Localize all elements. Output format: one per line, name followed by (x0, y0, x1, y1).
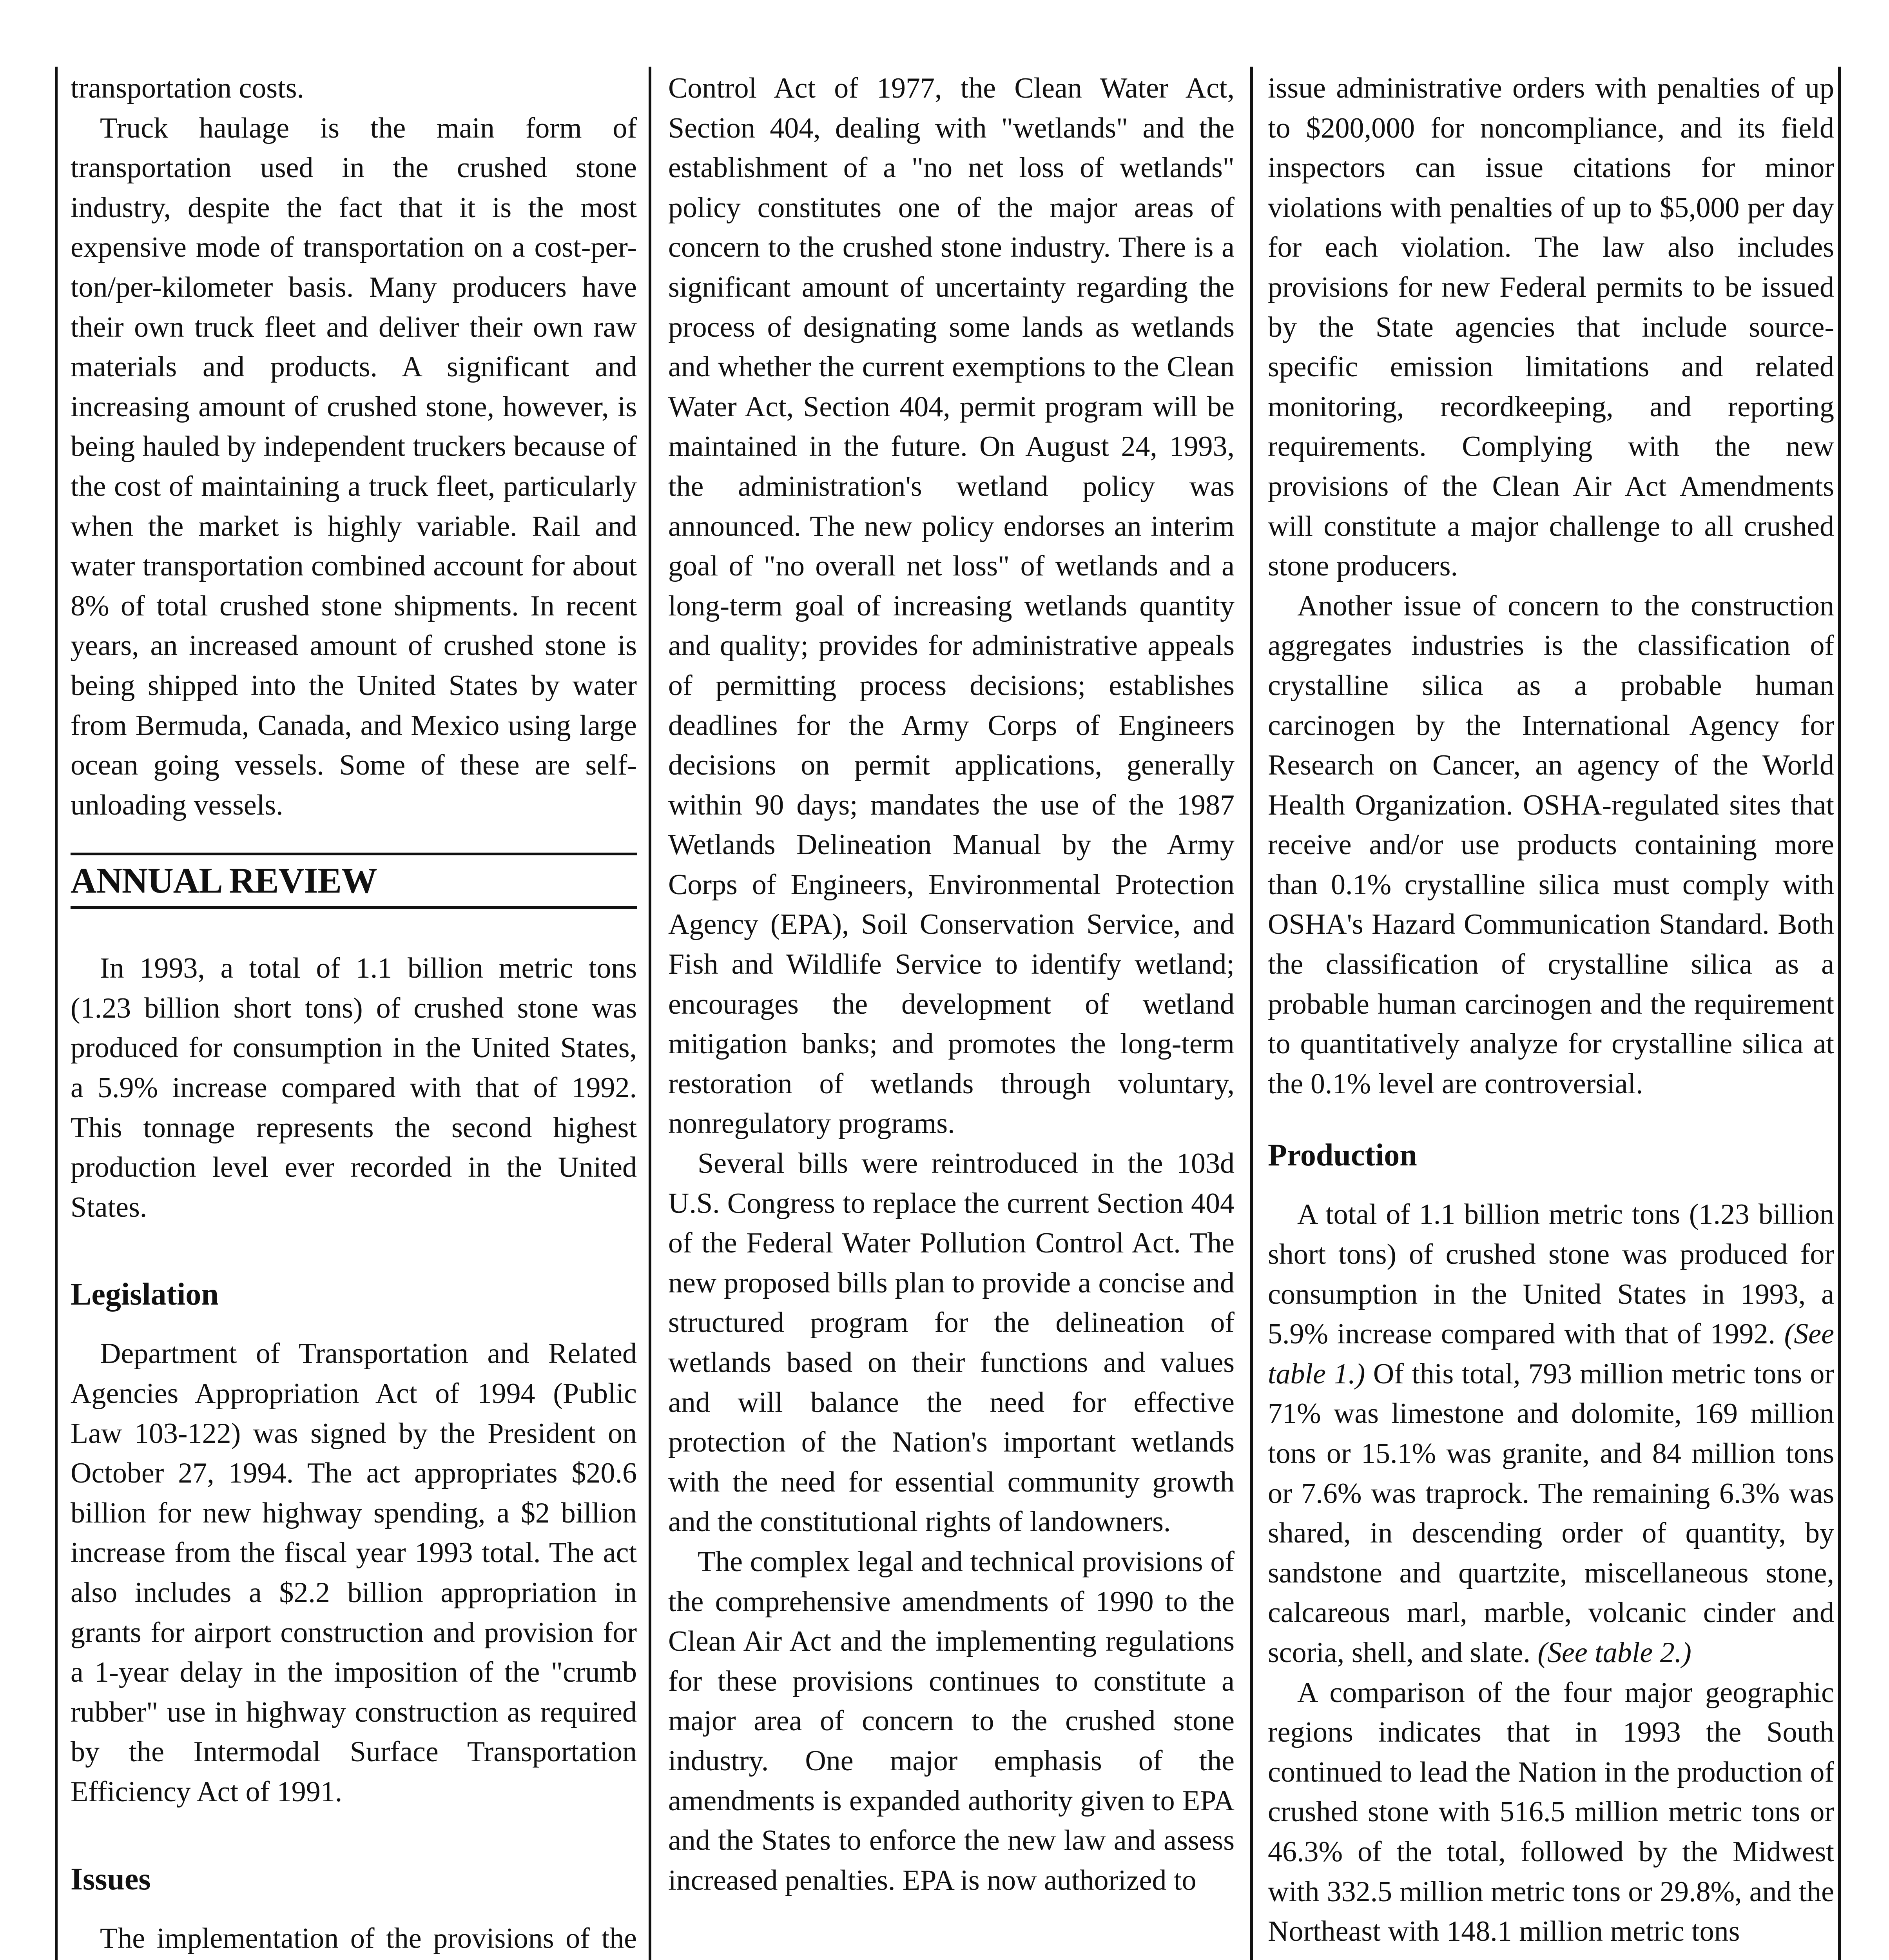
column-rule-2-3 (1250, 67, 1253, 1960)
table-1-reference[interactable]: (See table 1.) (1268, 1318, 1834, 1390)
heading-legislation: Legislation (71, 1277, 219, 1312)
paragraph-wetlands: Control Act of 1977, the Clean Water Act, Section 404, dealing with "wetlands" and the establishment of a "no net loss of wetlands" policy constitutes one of the major areas of concern to the crushed stone industry. There is a significant amount of uncertainty regarding the process of designating some lands as wetlands and whether the current exemptions to the Clean Water Act, Section 404, permit program will be maintained in the future. On August 24, 1993, the administration's wetland policy was announced. The new policy endorses an interim goal of "no overall net loss" of wetlands and a long-term goal of increasing wetlands quantity and quality; provides for administrative appeals of permitting process decisions; establishes deadlines for the Army Corps of Engineers decisions on permit applications, generally within 90 days; mandates the use of the 1987 Wetlands Delineation Manual by the Army Corps of Engineers, Environmental Protection Agency (EPA), Soil Conservation Service, and Fish and Wildlife Service to identify wetland; encourages the development of wetland mitigation banks; and promotes the long-term restoration of wetlands through voluntary, nonregulatory programs. (668, 72, 1235, 1140)
paragraph-continuation: transportation costs. (71, 72, 305, 104)
column-3 (1268, 69, 1834, 1960)
production-text-a: A total of 1.1 billion metric tons (1.23 billion short tons) of crushed stone was produced for consumption in the United States in 1993, a 5.9% increase compared with that of 1992. (1268, 1198, 1834, 1350)
paragraph-crystalline-silica: Another issue of concern to the construction aggregates industries is the classification of crystalline silica as a probable human carcinogen by the International Agency for Research on Cancer, an agency of the World Health Organization. OSHA-regulated sites that receive and/or use products containing more than 0.1% crystalline silica must comply with OSHA's Hazard Communication Standard. Both the classification of crystalline silica as a probable human carcinogen and the requirement to quantitatively analyze for crystalline silica at the 0.1% level are controversial. (1268, 590, 1834, 1100)
column-1 (71, 69, 637, 1960)
section-heading-annual-review: ANNUAL REVIEW (71, 853, 637, 909)
paragraph-legislation: Department of Transportation and Related Agencies Appropriation Act of 1994 (Public Law 103-122) was signed by the President on October 27, 1994. The act appropriates $20.6 billion for new highway spending, a $2 billion increase from the fiscal year 1993 total. The act also includes a $2.2 billion appropriation in grants for airport construction and provision for a 1-year delay in the imposition of the "crumb rubber" use in highway construction as required by the Intermodal Surface Transportation Efficiency Act of 1991. (71, 1338, 637, 1808)
paragraph-production (1268, 1195, 1834, 1673)
column-rule-1-2 (649, 67, 651, 1960)
paragraph-issues: The implementation of the provisions of the (100, 1922, 637, 1955)
table-2-reference[interactable]: (See table 2.) (1537, 1636, 1691, 1669)
paragraph-congress-bills: Several bills were reintroduced in the 103d U.S. Congress to replace the current Section 404 of the Federal Water Pollution Control Act. The new proposed bills plan to provide a concise and structured program for the delineation of wetlands based on their functions and values and will balance the need for effective protection of the Nation's important wetlands with the need for essential community growth and the constitutional rights of landowners. (668, 1147, 1235, 1538)
column-rule-left (55, 67, 58, 1960)
heading-issues: Issues (71, 1862, 151, 1896)
production-text-b: Of this total, 793 million metric tons or 71% was limestone and dolomite, 169 million tons or 15.1% was granite, and 84 million tons or 7.6% was traprock. The remaining 6.3% was shared, in descending order of quantity, by sandstone and quartzite, miscellaneous stone, calcareous marl, marble, volcanic cinder and scoria, shell, and slate. (1268, 1357, 1834, 1669)
heading-production: Production (1268, 1138, 1417, 1173)
paragraph-penalties: issue administrative orders with penalties of up to $200,000 for noncompliance, and its field inspectors can issue citations for minor violations with penalties of up to $5,000 per day for each violation. The law also includes provisions for new Federal permits to be issued by the State agencies that include source-specific emission limitations and related monitoring, recordkeeping, and reporting requirements. Complying with the new provisions of the Clean Air Act Amendments will constitute a major challenge to all crushed stone producers. (1268, 72, 1834, 583)
paragraph-clean-air-act: The complex legal and technical provisions of the comprehensive amendments of 1990 to the Clean Air Act and the implementing regulations for these provisions continues to constitute a major area of concern to the crushed stone industry. One major emphasis of the amendments is expanded authority given to EPA and the States to enforce the new law and assess increased penalties. EPA is now authorized to (668, 1545, 1235, 1896)
paragraph-truck-haulage: Truck haulage is the main form of transportation used in the crushed stone industry, despite the fact that it is the most expensive mode of transportation on a cost-per-ton/per-kilometer basis. Many producers have their own truck fleet and deliver their own raw materials and products. A significant and increasing amount of crushed stone, however, is being hauled by independent truckers because of the cost of maintaining a truck fleet, particularly when the market is highly variable. Rail and water transportation combined account for about 8% of total crushed stone shipments. In recent years, an increased amount of crushed stone is being shipped into the United States by water from Bermuda, Canada, and Mexico using large ocean going vessels. Some of these are self-unloading vessels. (71, 112, 637, 821)
column-rule-right (1838, 67, 1841, 1960)
paragraph-regions: A comparison of the four major geographic regions indicates that in 1993 the South continued to lead the Nation in the production of crushed stone with 516.5 million metric tons or 46.3% of the total, followed by the Midwest with 332.5 million metric tons or 29.8%, and the Northeast with 148.1 million metric tons (1268, 1676, 1834, 1948)
column-2 (668, 69, 1235, 1960)
paragraph-annual-review: In 1993, a total of 1.1 billion metric tons (1.23 billion short tons) of crushed stone was produced for consumption in the United States, a 5.9% increase compared with that of 1992. This tonnage represents the second highest production level ever recorded in the United States. (71, 952, 637, 1223)
